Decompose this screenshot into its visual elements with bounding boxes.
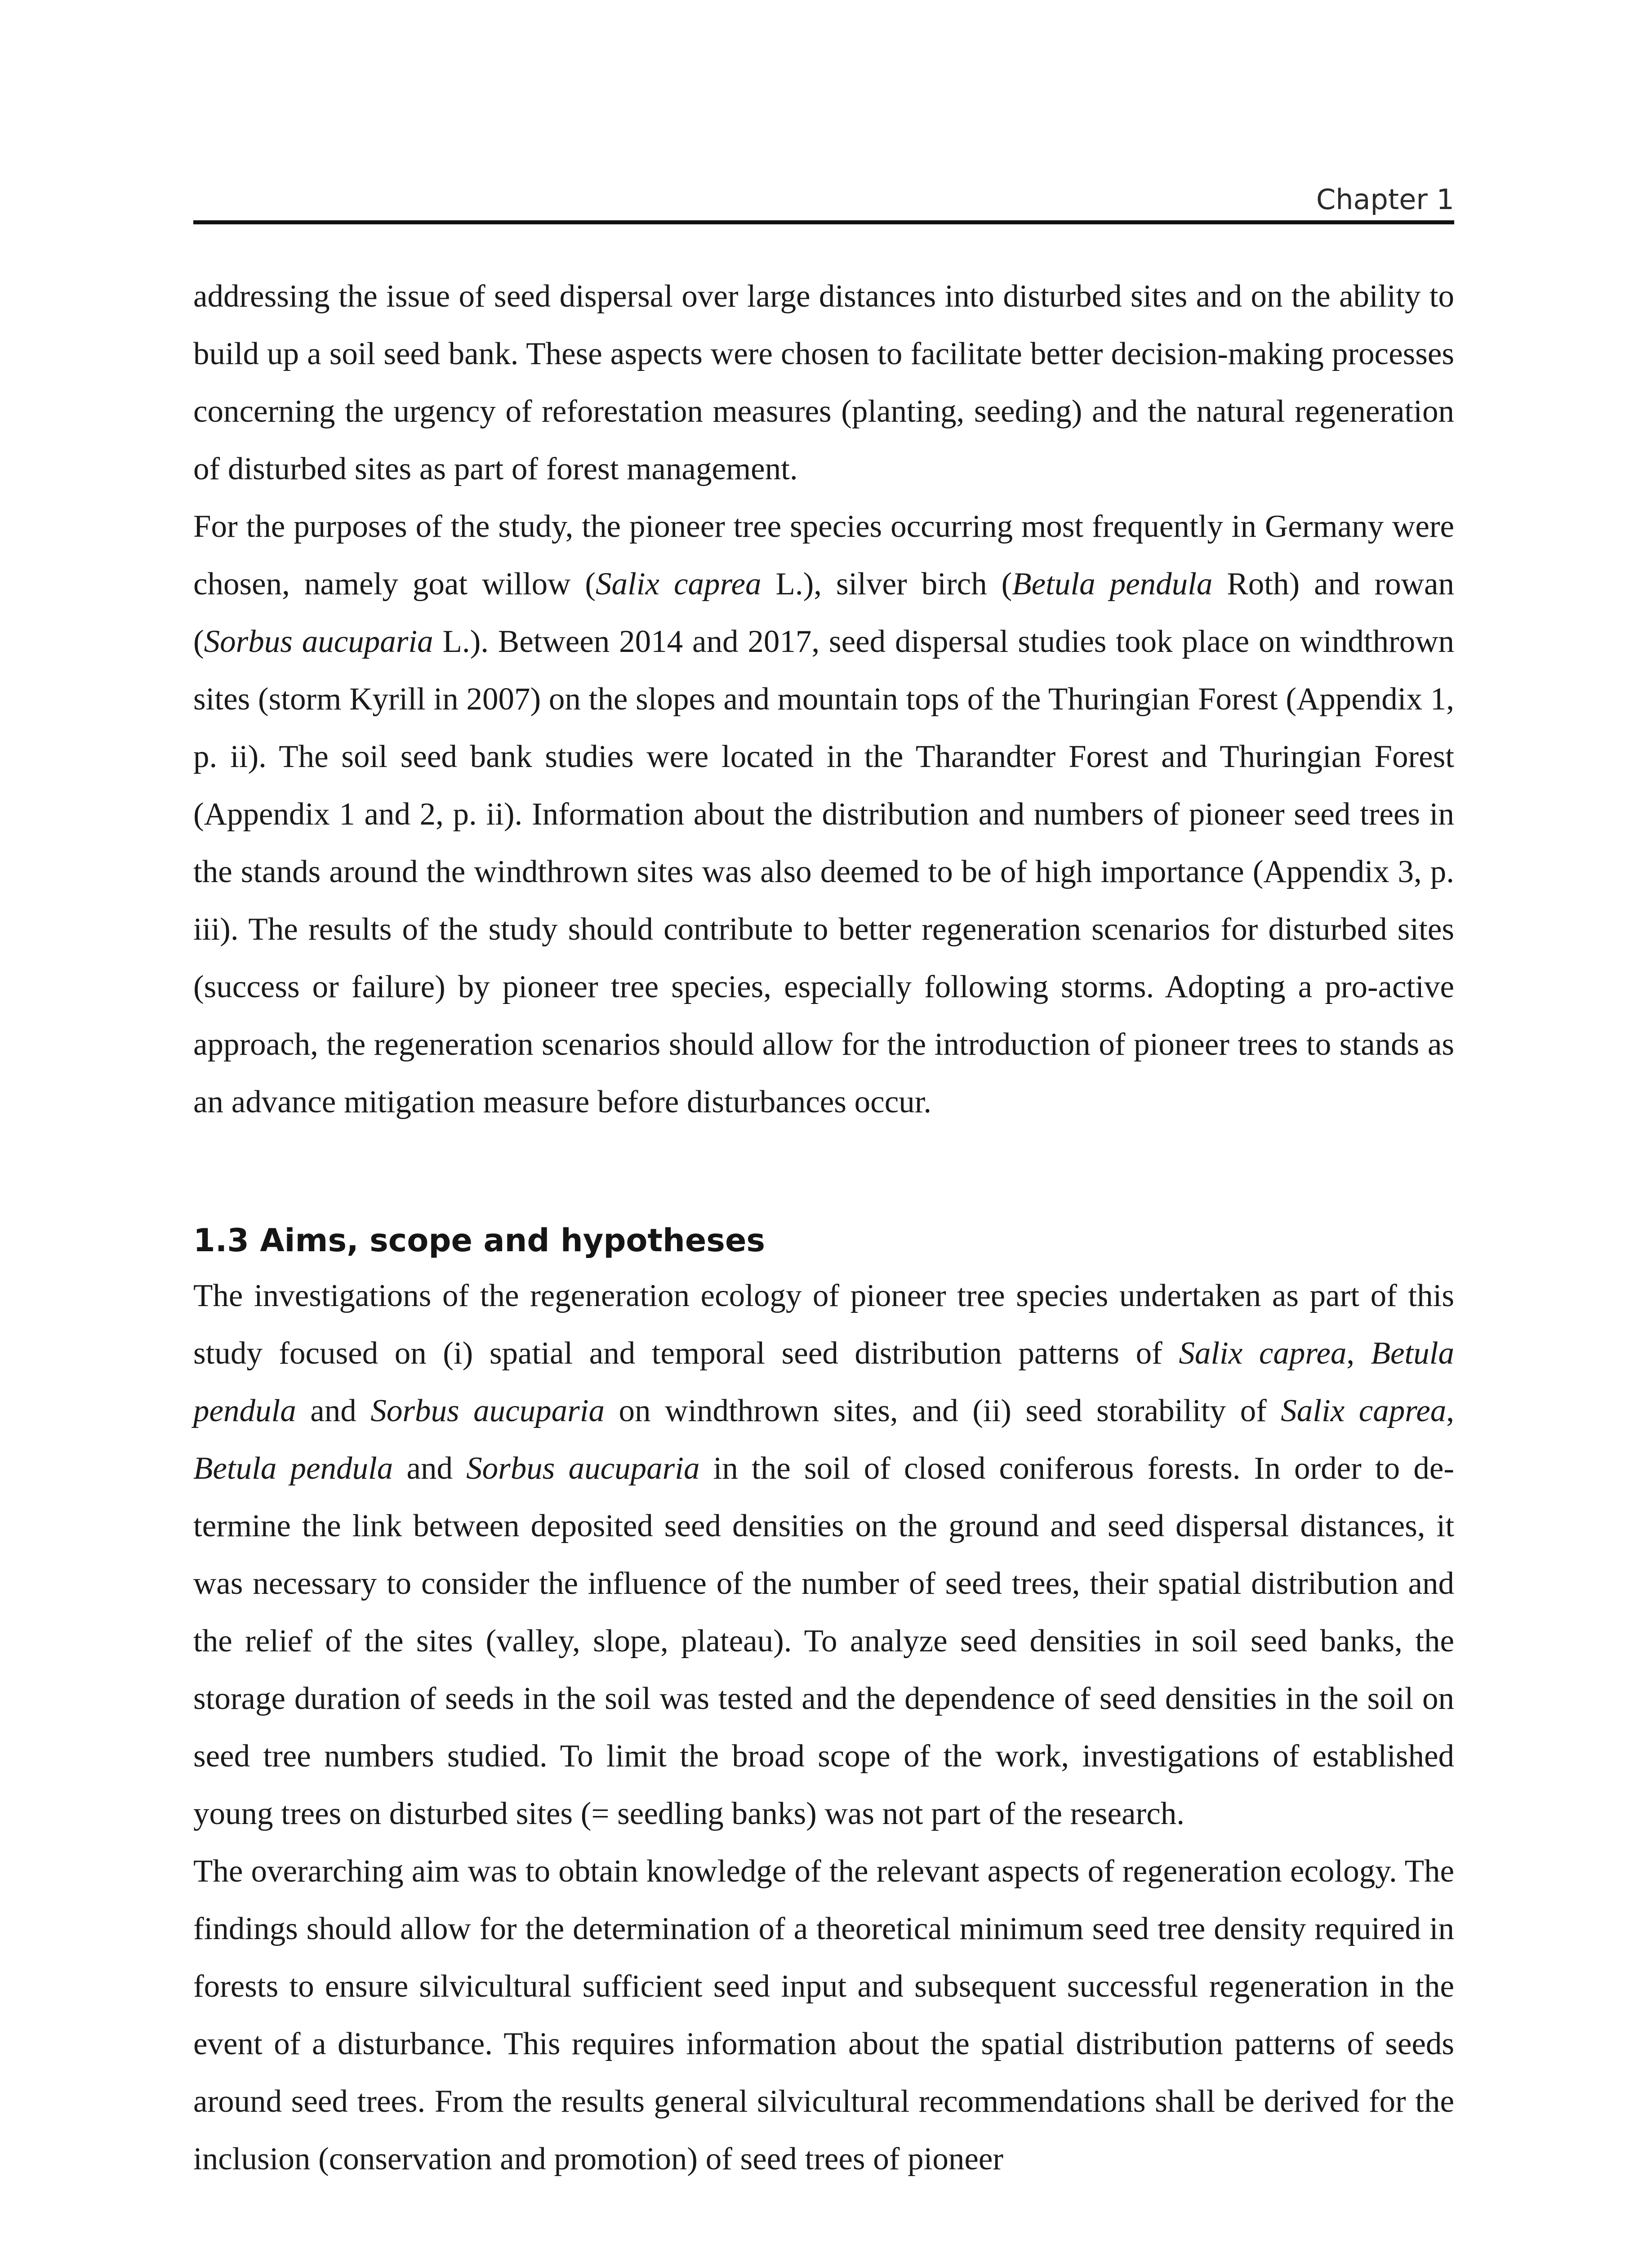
body-paragraph xyxy=(193,498,1454,1131)
species-name: Sorbus aucuparia xyxy=(370,1393,605,1428)
section-spacer xyxy=(193,1131,1454,1214)
body-paragraph xyxy=(193,1842,1454,2188)
text-run: L.), silver birch ( xyxy=(761,566,1012,602)
text-run: addressing the issue of seed dispersal over large distances into disturbed sites and on the ability to build up a soil seed bank. These aspects were chosen to facilitate better decision-making processes concerning the urgency of reforestation measures (planting, seeding) and the natural regeneration of disturbed sites as part of forest management. xyxy=(193,279,1454,486)
chapter-label: Chapter 1 xyxy=(1316,183,1454,216)
text-run: Roth) and rowan ( xyxy=(193,566,1455,659)
body-paragraph xyxy=(193,268,1454,498)
text-run: For the purposes of the study, the pioneer tree species occurring most frequently in Germany were chosen, namely goat willow ( xyxy=(193,509,1454,602)
species-name: Salix caprea xyxy=(596,566,761,602)
body-paragraph xyxy=(193,1267,1454,1842)
section-heading: 1.3 Aims, scope and hypotheses xyxy=(193,1222,766,1259)
species-name: Betula pendula xyxy=(193,1336,1454,1428)
text-run: , xyxy=(1346,1336,1371,1371)
text-run: , xyxy=(1446,1393,1454,1428)
species-name: Sorbus aucuparia xyxy=(204,624,433,659)
species-name: Betula pendula xyxy=(193,1451,393,1486)
text-run: L.). Between 2014 and 2017, seed dispersal studies took place on windthrown sites (storm Kyrill in 2007) on the slopes and mountain tops of the Thuringian Forest (Appendix 1, p. ii). The soil seed bank studies were located in the Tharandter Forest and Thuringian Forest (Appendix 1 and 2, p. ii). Information about the distribution and numbers of pioneer seed trees in the stands around the windthrown sites was also deemed to be of high importance (Appendix 3, p. iii). The results of the study should contribute to better regeneration scenarios for disturbed sites (success or failure) by pioneer tree species, especially following storms. Adopting a pro-active approach, the regeneration scenarios should allow for the introduction of pioneer trees to stands as an advance mitigation measure before disturbances occur. xyxy=(193,624,1454,1120)
text-run: and xyxy=(296,1393,371,1428)
species-name: Salix caprea xyxy=(1281,1393,1447,1428)
page-body xyxy=(193,268,1454,2188)
text-run: The overarching aim was to obtain knowledge of the relevant aspects of regeneration ecology. The findings should allow for the determination of a theoretical minimum seed tree density required in forests to ensure silvicultural sufficient seed input and subsequent successful regeneration in the event of a disturbance. This requires information about the spatial distribution patterns of seeds around seed trees. From the results general silvicultural recommendations shall be derived for the inclusion (conservation and promotion) of seed trees of pioneer xyxy=(193,1854,1454,2177)
text-run: The investigations of the regeneration ecology of pioneer tree species undertaken as part of this study focused on (i) spatial and temporal seed distribution patterns of xyxy=(193,1278,1454,1371)
species-name: Sorbus aucuparia xyxy=(466,1451,700,1486)
running-header xyxy=(193,178,1454,224)
text-run: and xyxy=(393,1451,467,1486)
species-name: Salix caprea xyxy=(1179,1336,1347,1371)
species-name: Betula pendula xyxy=(1012,566,1213,602)
text-run: on windthrown sites, and (ii) seed storability of xyxy=(604,1393,1281,1428)
text-run: in the soil of closed coniferous forests. In order to determine the link between deposited seed densities on the ground and seed dispersal distances, it was necessary to consider the influence of the number of seed trees, their spatial distribution and the relief of the sites (valley, slope, plateau). To analyze seed densities in soil seed banks, the storage duration of seeds in the soil was tested and the dependence of seed densities in the soil on seed tree numbers studied. To limit the broad scope of the work, investigations of established young trees on disturbed sites (= seedling banks) was not part of the research. xyxy=(193,1451,1455,1831)
